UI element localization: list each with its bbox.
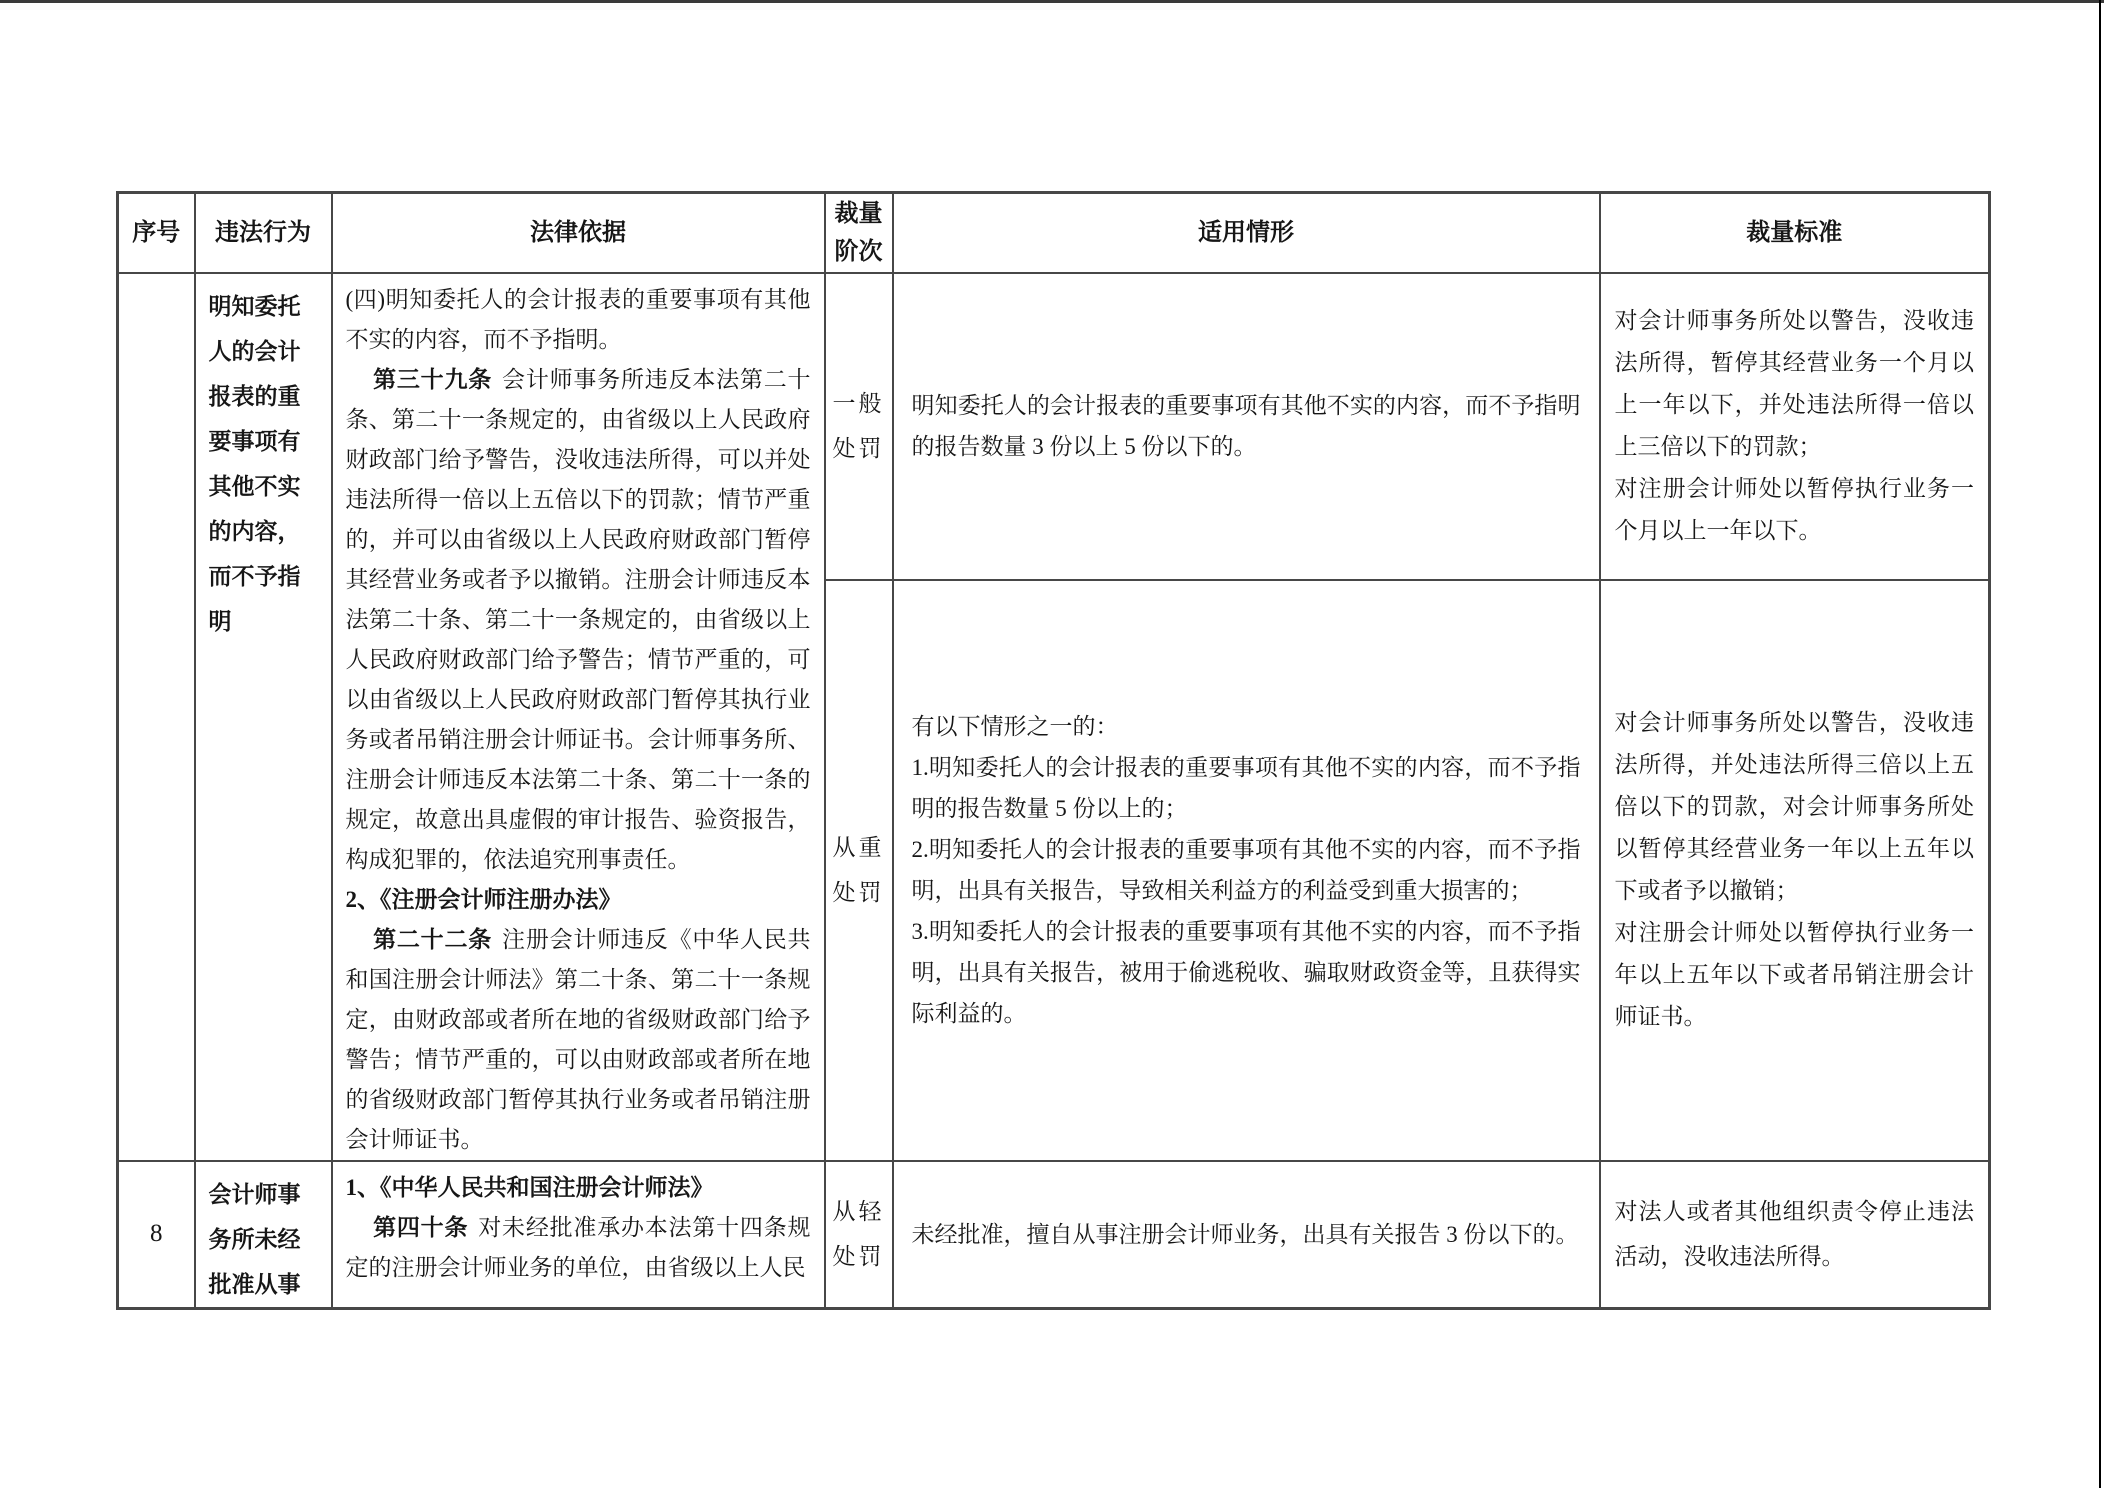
sub1-standard-firm: 对会计师事务所处以警告，没收违法所得，暂停其经营业务一个月以上一年以下，并处违法所得一倍以上三倍以下的罚款； <box>1614 308 1974 460</box>
window-top-edge <box>0 0 2104 3</box>
row8-situation-cell <box>893 1161 1600 1309</box>
row7-serial-cell <box>118 273 195 1161</box>
col-header-behavior: 违法行为 <box>195 193 332 273</box>
article22-text: 注册会计师违反《中华人民共和国注册会计师法》第二十条、第二十一条规定，由财政部或者所在地的省级财政部门给予警告；情节严重的，可以由财政部或者所在地的省级财政部门暂停其执行业务或者吊销注册会计师证书。 <box>345 926 811 1152</box>
row8-situation-text: 未经批准，擅自从事注册会计师业务，出具有关报告 3 份以下的。 <box>911 1221 1579 1247</box>
row7-sub1-situation-cell <box>893 273 1600 580</box>
table-header-row <box>118 193 1990 273</box>
sub2-situation-item3: 3.明知委托人的会计报表的重要事项有其他不实的内容，而不予指明，出具有关报告，被用于偷逃税收、骗取财政资金等，且获得实际利益的。 <box>911 919 1581 1027</box>
row8-legal-law1-title: 1、《中华人民共和国注册会计师法》 <box>345 1174 714 1200</box>
sub2-standard-cpa: 对注册会计师处以暂停执行业务一年以上五年以下或者吊销注册会计师证书。 <box>1614 920 1974 1030</box>
sub2-standard-firm: 对会计师事务所处以警告，没收违法所得，并处违法所得三倍以上五倍以下的罚款，对会计师事务所处以暂停其经营业务一年以上五年以下或者予以撤销； <box>1614 710 1974 904</box>
row7-sub2-tier-cell: 从重处罚 <box>825 580 893 1161</box>
sub2-situation-item1: 1.明知委托人的会计报表的重要事项有其他不实的内容，而不予指明的报告数量 5 份以上的； <box>911 755 1581 822</box>
row8-behavior-cell: 会计师事务所未经批准从事 <box>195 1161 332 1309</box>
sub1-standard-cpa: 对注册会计师处以暂停执行业务一个月以上一年以下。 <box>1614 476 1974 544</box>
row8-standard-cell <box>1600 1161 1990 1309</box>
row8-standard-text: 对法人或者其他组织责令停止违法活动，没收违法所得。 <box>1614 1199 1974 1269</box>
legal-paragraph-law2-title: 2、《注册会计师注册办法》 <box>345 886 622 912</box>
window-right-edge <box>2099 0 2101 1488</box>
row8-serial-cell: 8 <box>118 1161 195 1309</box>
row7-sub1-standard-cell <box>1600 273 1990 580</box>
col-header-serial: 序号 <box>118 193 195 273</box>
row8-legal-article40 <box>346 1208 811 1288</box>
article40-text: 对未经批准承办本法第十四条规定的注册会计师业务的单位，由省级以上人民 <box>345 1214 811 1280</box>
row7-legal-basis-cell <box>332 273 825 1161</box>
row7-general-penalty <box>118 273 1990 580</box>
col-header-standard: 裁量标准 <box>1600 193 1990 273</box>
row8-legal-basis-cell <box>332 1161 825 1309</box>
col-header-tier: 裁量阶次 <box>825 193 893 273</box>
row8-tier-cell: 从轻处罚 <box>825 1161 893 1309</box>
row7-sub2-standard-cell <box>1600 580 1990 1161</box>
article40-label: 第四十条 <box>373 1214 469 1240</box>
sub2-situation-intro: 有以下情形之一的： <box>911 714 1119 740</box>
row7-sub2-situation-cell <box>893 580 1600 1161</box>
row7-sub1-tier-cell: 一般处罚 <box>825 273 893 580</box>
row8 <box>118 1161 1990 1309</box>
legal-paragraph-item4: (四)明知委托人的会计报表的重要事项有其他不实的内容，而不予指明。 <box>345 286 811 352</box>
sub1-situation-text: 明知委托人的会计报表的重要事项有其他不实的内容，而不予指明的报告数量 3 份以上 5 份以下的。 <box>911 393 1581 460</box>
article22-label: 第二十二条 <box>373 926 493 952</box>
legal-paragraph-article22 <box>346 920 811 1160</box>
article39-label: 第三十九条 <box>373 366 493 392</box>
col-header-situation: 适用情形 <box>893 193 1600 273</box>
sub2-situation-item2: 2.明知委托人的会计报表的重要事项有其他不实的内容，而不予指明，出具有关报告，导致相关利益方的利益受到重大损害的； <box>911 837 1581 904</box>
discretion-standards-table <box>116 191 1991 1310</box>
row7-behavior-cell: 明知委托人的会计报表的重要事项有其他不实的内容，而不予指明 <box>195 273 332 1161</box>
col-header-legal-basis: 法律依据 <box>332 193 825 273</box>
article39-text: 会计师事务所违反本法第二十条、第二十一条规定的，由省级以上人民政府财政部门给予警告，没收违法所得，可以并处违法所得一倍以上五倍以下的罚款；情节严重的，并可以由省级以上人民政府财政部门暂停其经营业务或者予以撤销。注册会计师违反本法第二十条、第二十一条规定的，由省级以上人民政府财政部门给予警告；情节严重的，可以由省级以上人民政府财政部门暂停其执行业务或者吊销注册会计师证书。会计师事务所、注册会计师违反本法第二十条、第二十一条的规定，故意出具虚假的审计报告、验资报告，构成犯罪的，依法追究刑事责任。 <box>345 366 811 872</box>
legal-paragraph-article39 <box>346 360 811 880</box>
